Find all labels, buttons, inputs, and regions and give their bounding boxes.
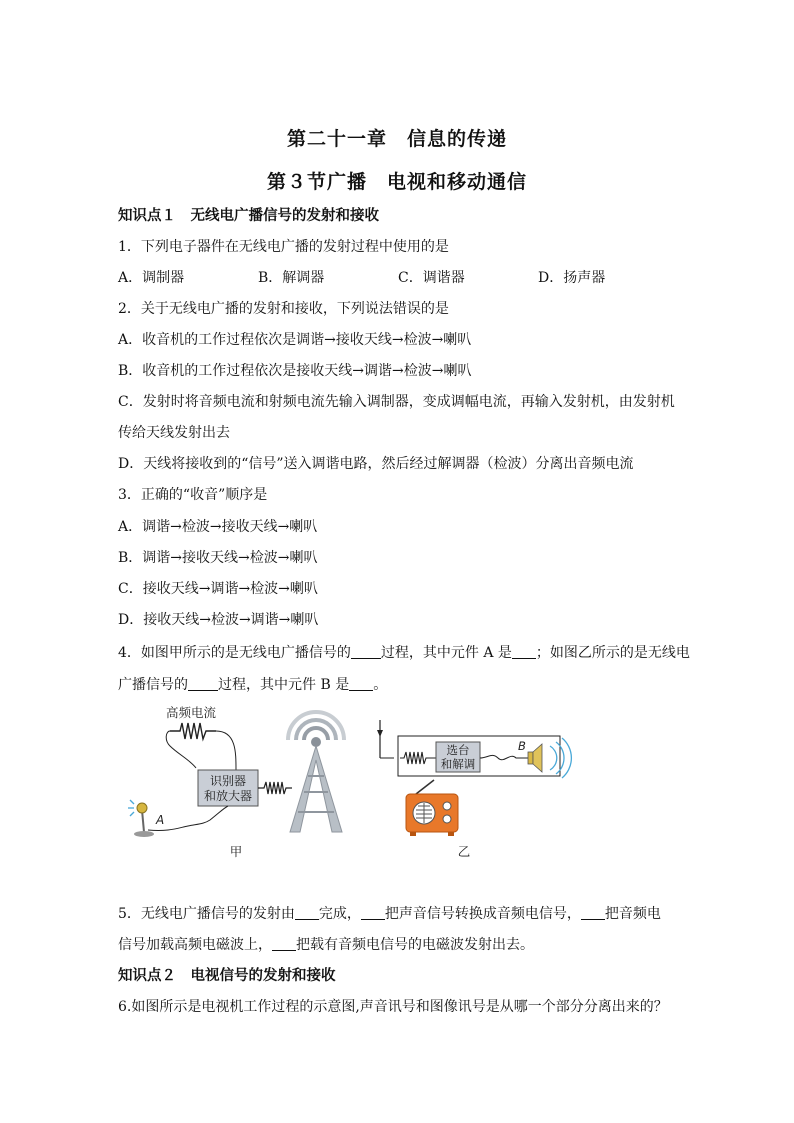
radio-icon [406, 780, 458, 836]
signal-wave [258, 782, 292, 794]
q3-stem: 3．正确的“收音”顺序是 [118, 487, 268, 503]
q2-option-c-line2: 传给天线发射出去 [118, 425, 230, 441]
q5-blank-4[interactable] [272, 936, 296, 951]
q4-blank-1[interactable] [351, 644, 381, 659]
label-yi: 乙 [457, 844, 471, 859]
q3-option-d: D．接收天线→检波→调谐→喇叭 [118, 612, 319, 628]
receiver-antenna-icon [377, 720, 394, 758]
q2-option-d: D．天线将接收到的“信号”送入调谐电路，然后经过解调器（检波）分离出音频电流 [118, 456, 634, 472]
box1-line1: 识别器 [209, 774, 247, 788]
box1-line2: 和放大器 [203, 789, 253, 803]
knowledge-point-1: 知识点１ 无线电广播信号的发射和接收 [118, 207, 379, 224]
q2-stem: 2．关于无线电广播的发射和接收，下列说法错误的是 [118, 301, 449, 317]
microphone-icon [128, 800, 154, 837]
q1-option-c: C．调谐器 [398, 270, 465, 286]
q1-option-d: D．扬声器 [538, 270, 606, 286]
q1-option-a: A．调制器 [118, 270, 185, 286]
q5-line2: 信号加载高频电磁波上， 把载有音频电信号的电磁波发射出去。 [118, 937, 534, 953]
q2-option-b: B．收音机的工作过程依次是接收天线→调谐→检波→喇叭 [118, 363, 472, 379]
q6-stem: 6.如图所示是电视机工作过程的示意图,声音讯号和图像讯号是从哪一个部分分离出来的？ [118, 999, 668, 1015]
broadcast-tower-icon [288, 712, 344, 832]
hf-coil [170, 723, 216, 739]
q5-blank-2[interactable] [361, 905, 385, 920]
q3-option-a: A．调谐→检波→接收天线→喇叭 [118, 519, 318, 535]
label-jia: 甲 [229, 844, 243, 859]
q2-option-a: A．收音机的工作过程依次是调谐→接收天线→检波→喇叭 [118, 332, 472, 348]
q5-blank-3[interactable] [581, 905, 605, 920]
q1-option-b: B．解调器 [258, 270, 325, 286]
box2-line1: 选台 [446, 743, 470, 757]
box2-line2: 和解调 [440, 757, 476, 771]
q4-blank-2[interactable] [512, 644, 536, 659]
q5-line1: 5．无线电广播信号的发射由 完成， 把声音信号转换成音频电信号， 把音频电 [118, 906, 661, 922]
q4-line1: 4．如图甲所示的是无线电广播信号的 过程，其中元件 A 是 ；如图乙所示的是无线电 [118, 645, 690, 661]
q4-line2: 广播信号的 过程，其中元件 B 是 。 [118, 677, 388, 693]
label-a: A [156, 813, 165, 827]
q3-option-b: B．调谐→接收天线→检波→喇叭 [118, 550, 318, 566]
q4-blank-3[interactable] [188, 676, 218, 691]
q3-option-c: C．接收天线→调谐→检波→喇叭 [118, 581, 318, 597]
knowledge-point-2: 知识点２ 电视信号的发射和接收 [118, 967, 336, 984]
chapter-title: 第二十一章 信息的传递 [286, 128, 507, 150]
section-title: 第３节广播 电视和移动通信 [266, 171, 527, 193]
q1-stem: 1．下列电子器件在无线电广播的发射过程中使用的是 [118, 239, 449, 255]
radio-figure [118, 700, 678, 870]
label-b: B [518, 739, 526, 753]
q5-blank-1[interactable] [295, 905, 319, 920]
hf-current-label: 高频电流 [166, 705, 217, 720]
q4-blank-4[interactable] [349, 676, 373, 691]
q2-option-c-line1: C．发射时将音频电流和射频电流先输入调制器，变成调幅电流，再输入发射机，由发射机 [118, 394, 675, 410]
